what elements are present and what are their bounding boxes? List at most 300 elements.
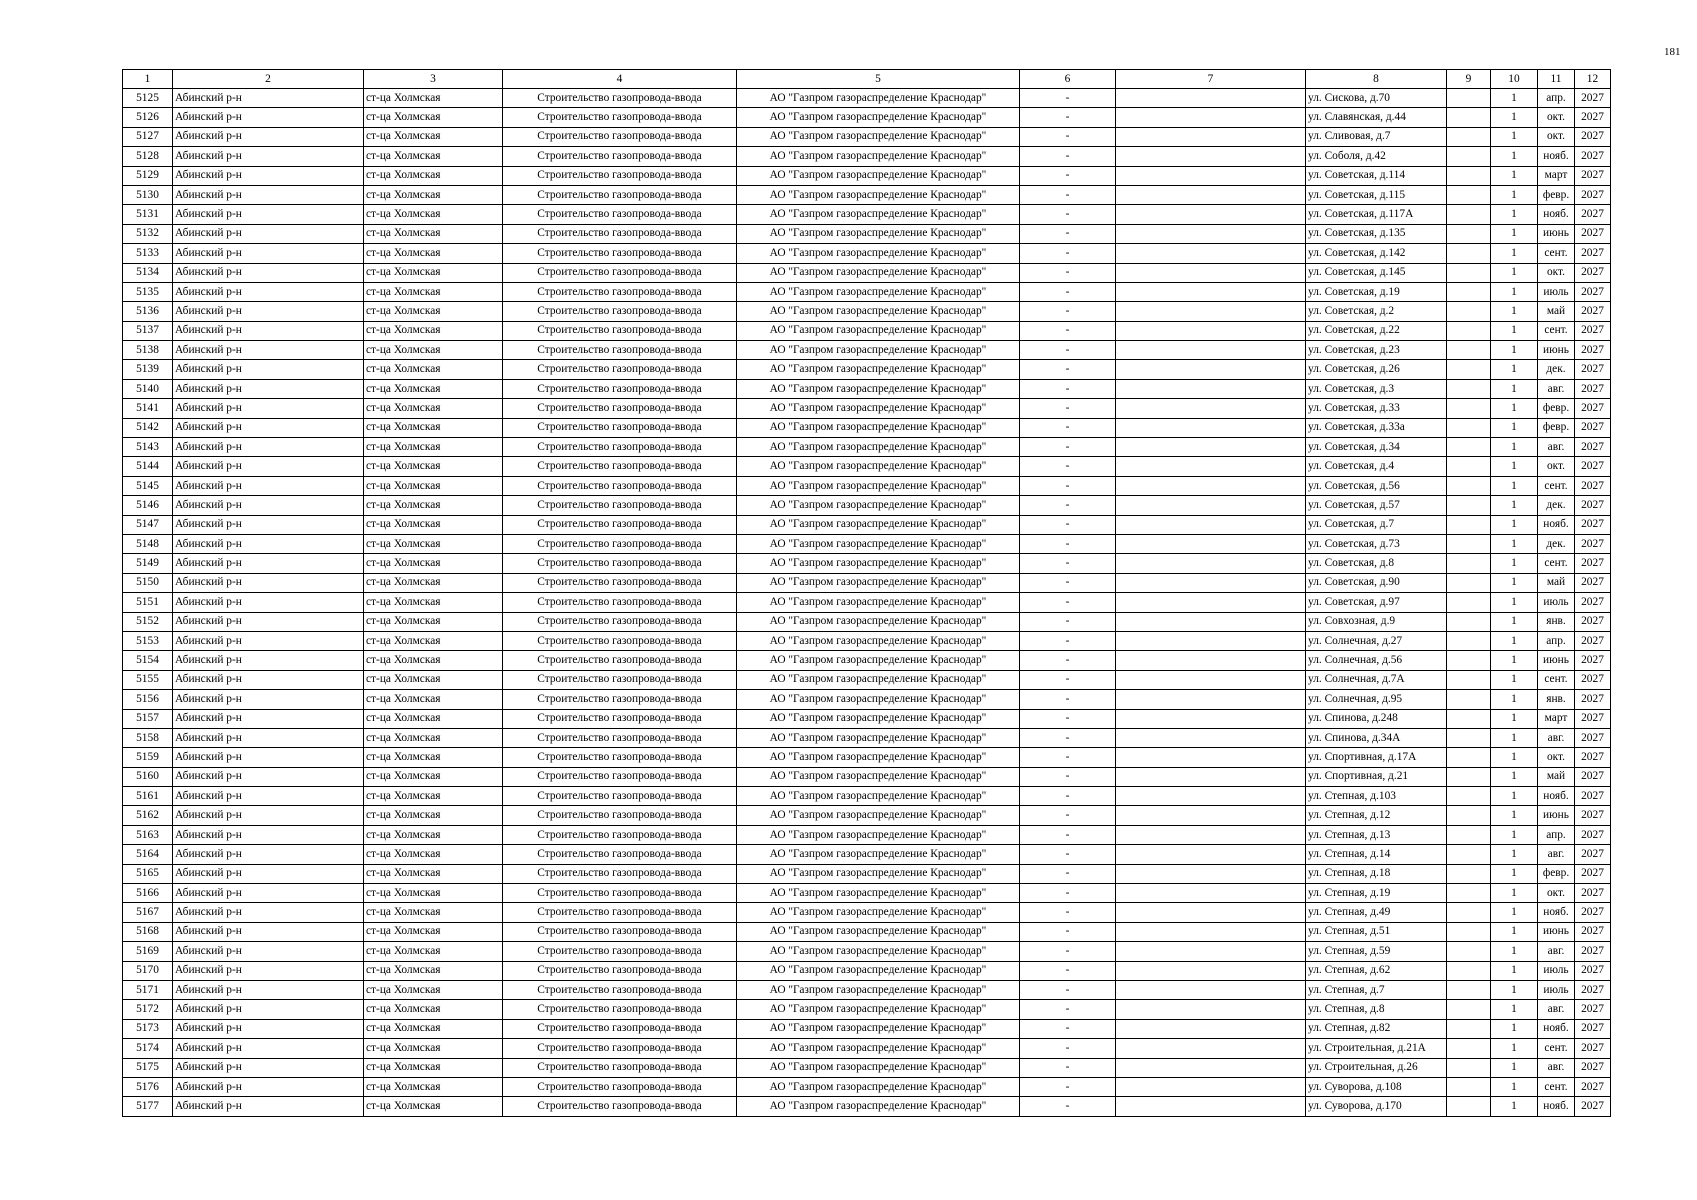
work-type-cell: Строительство газопровода-ввода <box>503 767 737 786</box>
month-cell: авг. <box>1538 1000 1575 1019</box>
col9-value-cell <box>1447 379 1491 398</box>
row-number-cell: 5176 <box>123 1077 173 1096</box>
organization-cell: АО "Газпром газораспределение Краснодар" <box>737 282 1020 301</box>
table-row <box>123 554 1611 573</box>
work-type-cell: Строительство газопровода-ввода <box>503 515 737 534</box>
col9-value-cell <box>1447 709 1491 728</box>
settlement-cell: ст-ца Холмская <box>364 980 503 999</box>
month-cell: июнь <box>1538 341 1575 360</box>
row-number-cell: 5157 <box>123 709 173 728</box>
quantity-cell: 1 <box>1491 825 1538 844</box>
col6-value-cell: - <box>1020 612 1116 631</box>
organization-cell: АО "Газпром газораспределение Краснодар" <box>737 166 1020 185</box>
col6-value-cell: - <box>1020 341 1116 360</box>
table-row <box>123 593 1611 612</box>
col9-value-cell <box>1447 961 1491 980</box>
year-cell: 2027 <box>1575 438 1611 457</box>
col7-value-cell <box>1116 1097 1306 1116</box>
table-row <box>123 690 1611 709</box>
col9-value-cell <box>1447 787 1491 806</box>
settlement-cell: ст-ца Холмская <box>364 631 503 650</box>
table-row <box>123 399 1611 418</box>
quantity-cell: 1 <box>1491 1077 1538 1096</box>
settlement-cell: ст-ца Холмская <box>364 612 503 631</box>
col7-value-cell <box>1116 496 1306 515</box>
year-cell: 2027 <box>1575 1058 1611 1077</box>
table-row <box>123 884 1611 903</box>
address-cell: ул. Советская, д.26 <box>1306 360 1447 379</box>
table-row <box>123 282 1611 301</box>
month-cell: март <box>1538 166 1575 185</box>
col7-value-cell <box>1116 534 1306 553</box>
district-cell: Абинский р-н <box>173 922 364 941</box>
row-number-cell: 5158 <box>123 728 173 747</box>
settlement-cell: ст-ца Холмская <box>364 360 503 379</box>
address-cell: ул. Советская, д.73 <box>1306 534 1447 553</box>
settlement-cell: ст-ца Холмская <box>364 476 503 495</box>
table-row <box>123 166 1611 185</box>
district-cell: Абинский р-н <box>173 166 364 185</box>
settlement-cell: ст-ца Холмская <box>364 302 503 321</box>
year-cell: 2027 <box>1575 961 1611 980</box>
column-header: 12 <box>1575 70 1611 89</box>
col6-value-cell: - <box>1020 476 1116 495</box>
settlement-cell: ст-ца Холмская <box>364 515 503 534</box>
month-cell: июнь <box>1538 651 1575 670</box>
table-row <box>123 1039 1611 1058</box>
row-number-cell: 5151 <box>123 593 173 612</box>
address-cell: ул. Советская, д.57 <box>1306 496 1447 515</box>
organization-cell: АО "Газпром газораспределение Краснодар" <box>737 573 1020 592</box>
organization-cell: АО "Газпром газораспределение Краснодар" <box>737 1077 1020 1096</box>
address-cell: ул. Степная, д.8 <box>1306 1000 1447 1019</box>
col9-value-cell <box>1447 108 1491 127</box>
district-cell: Абинский р-н <box>173 884 364 903</box>
work-type-cell: Строительство газопровода-ввода <box>503 438 737 457</box>
district-cell: Абинский р-н <box>173 534 364 553</box>
row-number-cell: 5126 <box>123 108 173 127</box>
quantity-cell: 1 <box>1491 864 1538 883</box>
row-number-cell: 5127 <box>123 127 173 146</box>
settlement-cell: ст-ца Холмская <box>364 1077 503 1096</box>
col6-value-cell: - <box>1020 379 1116 398</box>
year-cell: 2027 <box>1575 1097 1611 1116</box>
work-type-cell: Строительство газопровода-ввода <box>503 612 737 631</box>
settlement-cell: ст-ца Холмская <box>364 282 503 301</box>
table-row <box>123 360 1611 379</box>
organization-cell: АО "Газпром газораспределение Краснодар" <box>737 787 1020 806</box>
district-cell: Абинский р-н <box>173 496 364 515</box>
table-row <box>123 903 1611 922</box>
work-type-cell: Строительство газопровода-ввода <box>503 185 737 204</box>
district-cell: Абинский р-н <box>173 806 364 825</box>
work-type-cell: Строительство газопровода-ввода <box>503 1000 737 1019</box>
col7-value-cell <box>1116 1077 1306 1096</box>
year-cell: 2027 <box>1575 593 1611 612</box>
organization-cell: АО "Газпром газораспределение Краснодар" <box>737 690 1020 709</box>
table-row <box>123 670 1611 689</box>
row-number-cell: 5129 <box>123 166 173 185</box>
year-cell: 2027 <box>1575 864 1611 883</box>
table-row <box>123 205 1611 224</box>
year-cell: 2027 <box>1575 903 1611 922</box>
district-cell: Абинский р-н <box>173 903 364 922</box>
col6-value-cell: - <box>1020 806 1116 825</box>
row-number-cell: 5155 <box>123 670 173 689</box>
row-number-cell: 5132 <box>123 224 173 243</box>
year-cell: 2027 <box>1575 728 1611 747</box>
column-header: 9 <box>1447 70 1491 89</box>
col7-value-cell <box>1116 787 1306 806</box>
col6-value-cell: - <box>1020 1039 1116 1058</box>
organization-cell: АО "Газпром газораспределение Краснодар" <box>737 185 1020 204</box>
address-cell: ул. Советская, д.8 <box>1306 554 1447 573</box>
district-cell: Абинский р-н <box>173 224 364 243</box>
settlement-cell: ст-ца Холмская <box>364 379 503 398</box>
settlement-cell: ст-ца Холмская <box>364 1039 503 1058</box>
col9-value-cell <box>1447 224 1491 243</box>
work-type-cell: Строительство газопровода-ввода <box>503 631 737 650</box>
row-number-cell: 5148 <box>123 534 173 553</box>
organization-cell: АО "Газпром газораспределение Краснодар" <box>737 593 1020 612</box>
organization-cell: АО "Газпром газораспределение Краснодар" <box>737 903 1020 922</box>
year-cell: 2027 <box>1575 651 1611 670</box>
address-cell: ул. Советская, д.114 <box>1306 166 1447 185</box>
col6-value-cell: - <box>1020 922 1116 941</box>
year-cell: 2027 <box>1575 166 1611 185</box>
settlement-cell: ст-ца Холмская <box>364 224 503 243</box>
settlement-cell: ст-ца Холмская <box>364 825 503 844</box>
col7-value-cell <box>1116 1039 1306 1058</box>
district-cell: Абинский р-н <box>173 244 364 263</box>
year-cell: 2027 <box>1575 89 1611 108</box>
quantity-cell: 1 <box>1491 884 1538 903</box>
year-cell: 2027 <box>1575 573 1611 592</box>
work-type-cell: Строительство газопровода-ввода <box>503 554 737 573</box>
col6-value-cell: - <box>1020 438 1116 457</box>
organization-cell: АО "Газпром газораспределение Краснодар" <box>737 612 1020 631</box>
col7-value-cell <box>1116 108 1306 127</box>
district-cell: Абинский р-н <box>173 690 364 709</box>
quantity-cell: 1 <box>1491 515 1538 534</box>
col7-value-cell <box>1116 690 1306 709</box>
year-cell: 2027 <box>1575 321 1611 340</box>
col9-value-cell <box>1447 1097 1491 1116</box>
col9-value-cell <box>1447 166 1491 185</box>
col9-value-cell <box>1447 690 1491 709</box>
table-row <box>123 631 1611 650</box>
quantity-cell: 1 <box>1491 767 1538 786</box>
year-cell: 2027 <box>1575 127 1611 146</box>
quantity-cell: 1 <box>1491 147 1538 166</box>
col6-value-cell: - <box>1020 244 1116 263</box>
col6-value-cell: - <box>1020 884 1116 903</box>
work-type-cell: Строительство газопровода-ввода <box>503 341 737 360</box>
month-cell: сент. <box>1538 476 1575 495</box>
row-number-cell: 5170 <box>123 961 173 980</box>
col7-value-cell <box>1116 573 1306 592</box>
quantity-cell: 1 <box>1491 1039 1538 1058</box>
month-cell: авг. <box>1538 942 1575 961</box>
row-number-cell: 5153 <box>123 631 173 650</box>
quantity-cell: 1 <box>1491 1058 1538 1077</box>
quantity-cell: 1 <box>1491 612 1538 631</box>
quantity-cell: 1 <box>1491 1019 1538 1038</box>
quantity-cell: 1 <box>1491 127 1538 146</box>
year-cell: 2027 <box>1575 980 1611 999</box>
address-cell: ул. Спинова, д.248 <box>1306 709 1447 728</box>
year-cell: 2027 <box>1575 806 1611 825</box>
table-row <box>123 922 1611 941</box>
col6-value-cell: - <box>1020 1058 1116 1077</box>
month-cell: май <box>1538 302 1575 321</box>
work-type-cell: Строительство газопровода-ввода <box>503 147 737 166</box>
organization-cell: АО "Газпром газораспределение Краснодар" <box>737 728 1020 747</box>
organization-cell: АО "Газпром газораспределение Краснодар" <box>737 108 1020 127</box>
row-number-cell: 5171 <box>123 980 173 999</box>
month-cell: февр. <box>1538 185 1575 204</box>
col7-value-cell <box>1116 980 1306 999</box>
organization-cell: АО "Газпром газораспределение Краснодар" <box>737 631 1020 650</box>
row-number-cell: 5145 <box>123 476 173 495</box>
work-type-cell: Строительство газопровода-ввода <box>503 457 737 476</box>
row-number-cell: 5156 <box>123 690 173 709</box>
table-row <box>123 496 1611 515</box>
settlement-cell: ст-ца Холмская <box>364 942 503 961</box>
col7-value-cell <box>1116 185 1306 204</box>
work-type-cell: Строительство газопровода-ввода <box>503 321 737 340</box>
address-cell: ул. Соболя, д.42 <box>1306 147 1447 166</box>
year-cell: 2027 <box>1575 690 1611 709</box>
year-cell: 2027 <box>1575 476 1611 495</box>
col6-value-cell: - <box>1020 224 1116 243</box>
col6-value-cell: - <box>1020 728 1116 747</box>
organization-cell: АО "Газпром газораспределение Краснодар" <box>737 438 1020 457</box>
year-cell: 2027 <box>1575 224 1611 243</box>
address-cell: ул. Советская, д.2 <box>1306 302 1447 321</box>
district-cell: Абинский р-н <box>173 205 364 224</box>
quantity-cell: 1 <box>1491 1097 1538 1116</box>
work-type-cell: Строительство газопровода-ввода <box>503 205 737 224</box>
column-header: 4 <box>503 70 737 89</box>
work-type-cell: Строительство газопровода-ввода <box>503 942 737 961</box>
address-cell: ул. Солнечная, д.95 <box>1306 690 1447 709</box>
settlement-cell: ст-ца Холмская <box>364 263 503 282</box>
work-type-cell: Строительство газопровода-ввода <box>503 282 737 301</box>
row-number-cell: 5164 <box>123 845 173 864</box>
year-cell: 2027 <box>1575 1000 1611 1019</box>
column-header: 5 <box>737 70 1020 89</box>
work-type-cell: Строительство газопровода-ввода <box>503 593 737 612</box>
col6-value-cell: - <box>1020 980 1116 999</box>
address-cell: ул. Спинова, д.34А <box>1306 728 1447 747</box>
col6-value-cell: - <box>1020 89 1116 108</box>
col9-value-cell <box>1447 806 1491 825</box>
district-cell: Абинский р-н <box>173 631 364 650</box>
work-type-cell: Строительство газопровода-ввода <box>503 922 737 941</box>
col6-value-cell: - <box>1020 690 1116 709</box>
district-cell: Абинский р-н <box>173 476 364 495</box>
address-cell: ул. Степная, д.14 <box>1306 845 1447 864</box>
col6-value-cell: - <box>1020 399 1116 418</box>
settlement-cell: ст-ца Холмская <box>364 922 503 941</box>
table-row <box>123 573 1611 592</box>
quantity-cell: 1 <box>1491 845 1538 864</box>
organization-cell: АО "Газпром газораспределение Краснодар" <box>737 922 1020 941</box>
row-number-cell: 5174 <box>123 1039 173 1058</box>
address-cell: ул. Суворова, д.170 <box>1306 1097 1447 1116</box>
register-table <box>122 69 1611 1117</box>
year-cell: 2027 <box>1575 554 1611 573</box>
organization-cell: АО "Газпром газораспределение Краснодар" <box>737 942 1020 961</box>
district-cell: Абинский р-н <box>173 728 364 747</box>
col7-value-cell <box>1116 341 1306 360</box>
col9-value-cell <box>1447 282 1491 301</box>
address-cell: ул. Советская, д.7 <box>1306 515 1447 534</box>
organization-cell: АО "Газпром газораспределение Краснодар" <box>737 341 1020 360</box>
settlement-cell: ст-ца Холмская <box>364 884 503 903</box>
work-type-cell: Строительство газопровода-ввода <box>503 244 737 263</box>
district-cell: Абинский р-н <box>173 438 364 457</box>
address-cell: ул. Советская, д.3 <box>1306 379 1447 398</box>
settlement-cell: ст-ца Холмская <box>364 127 503 146</box>
work-type-cell: Строительство газопровода-ввода <box>503 573 737 592</box>
month-cell: июль <box>1538 282 1575 301</box>
page-number: 181 <box>1664 46 1681 58</box>
col6-value-cell: - <box>1020 631 1116 650</box>
col9-value-cell <box>1447 748 1491 767</box>
settlement-cell: ст-ца Холмская <box>364 651 503 670</box>
month-cell: дек. <box>1538 496 1575 515</box>
col9-value-cell <box>1447 593 1491 612</box>
organization-cell: АО "Газпром газораспределение Краснодар" <box>737 554 1020 573</box>
year-cell: 2027 <box>1575 942 1611 961</box>
district-cell: Абинский р-н <box>173 127 364 146</box>
address-cell: ул. Советская, д.22 <box>1306 321 1447 340</box>
settlement-cell: ст-ца Холмская <box>364 438 503 457</box>
quantity-cell: 1 <box>1491 1000 1538 1019</box>
organization-cell: АО "Газпром газораспределение Краснодар" <box>737 864 1020 883</box>
district-cell: Абинский р-н <box>173 1077 364 1096</box>
quantity-cell: 1 <box>1491 593 1538 612</box>
col7-value-cell <box>1116 379 1306 398</box>
work-type-cell: Строительство газопровода-ввода <box>503 224 737 243</box>
month-cell: авг. <box>1538 1058 1575 1077</box>
organization-cell: АО "Газпром газораспределение Краснодар" <box>737 244 1020 263</box>
col6-value-cell: - <box>1020 166 1116 185</box>
address-cell: ул. Сискова, д.70 <box>1306 89 1447 108</box>
settlement-cell: ст-ца Холмская <box>364 690 503 709</box>
col9-value-cell <box>1447 767 1491 786</box>
settlement-cell: ст-ца Холмская <box>364 89 503 108</box>
quantity-cell: 1 <box>1491 980 1538 999</box>
col9-value-cell <box>1447 127 1491 146</box>
quantity-cell: 1 <box>1491 670 1538 689</box>
month-cell: нояб. <box>1538 515 1575 534</box>
col7-value-cell <box>1116 205 1306 224</box>
table-row <box>123 942 1611 961</box>
month-cell: июль <box>1538 980 1575 999</box>
quantity-cell: 1 <box>1491 418 1538 437</box>
address-cell: ул. Степная, д.51 <box>1306 922 1447 941</box>
month-cell: апр. <box>1538 89 1575 108</box>
col7-value-cell <box>1116 651 1306 670</box>
district-cell: Абинский р-н <box>173 942 364 961</box>
settlement-cell: ст-ца Холмская <box>364 961 503 980</box>
col7-value-cell <box>1116 457 1306 476</box>
month-cell: нояб. <box>1538 1019 1575 1038</box>
quantity-cell: 1 <box>1491 942 1538 961</box>
quantity-cell: 1 <box>1491 554 1538 573</box>
work-type-cell: Строительство газопровода-ввода <box>503 748 737 767</box>
row-number-cell: 5146 <box>123 496 173 515</box>
column-header: 8 <box>1306 70 1447 89</box>
month-cell: авг. <box>1538 728 1575 747</box>
quantity-cell: 1 <box>1491 302 1538 321</box>
col6-value-cell: - <box>1020 185 1116 204</box>
col7-value-cell <box>1116 224 1306 243</box>
organization-cell: АО "Газпром газораспределение Краснодар" <box>737 651 1020 670</box>
organization-cell: АО "Газпром газораспределение Краснодар" <box>737 980 1020 999</box>
work-type-cell: Строительство газопровода-ввода <box>503 418 737 437</box>
col9-value-cell <box>1447 205 1491 224</box>
work-type-cell: Строительство газопровода-ввода <box>503 825 737 844</box>
organization-cell: АО "Газпром газораспределение Краснодар" <box>737 748 1020 767</box>
quantity-cell: 1 <box>1491 205 1538 224</box>
organization-cell: АО "Газпром газораспределение Краснодар" <box>737 379 1020 398</box>
col6-value-cell: - <box>1020 147 1116 166</box>
table-row <box>123 1058 1611 1077</box>
organization-cell: АО "Газпром газораспределение Краснодар" <box>737 709 1020 728</box>
work-type-cell: Строительство газопровода-ввода <box>503 1039 737 1058</box>
settlement-cell: ст-ца Холмская <box>364 864 503 883</box>
address-cell: ул. Степная, д.49 <box>1306 903 1447 922</box>
quantity-cell: 1 <box>1491 263 1538 282</box>
col7-value-cell <box>1116 89 1306 108</box>
work-type-cell: Строительство газопровода-ввода <box>503 670 737 689</box>
district-cell: Абинский р-н <box>173 263 364 282</box>
col9-value-cell <box>1447 457 1491 476</box>
address-cell: ул. Советская, д.135 <box>1306 224 1447 243</box>
quantity-cell: 1 <box>1491 922 1538 941</box>
col6-value-cell: - <box>1020 767 1116 786</box>
district-cell: Абинский р-н <box>173 980 364 999</box>
col7-value-cell <box>1116 670 1306 689</box>
table-row <box>123 418 1611 437</box>
district-cell: Абинский р-н <box>173 670 364 689</box>
month-cell: сент. <box>1538 1077 1575 1096</box>
work-type-cell: Строительство газопровода-ввода <box>503 845 737 864</box>
row-number-cell: 5177 <box>123 1097 173 1116</box>
col7-value-cell <box>1116 263 1306 282</box>
address-cell: ул. Солнечная, д.27 <box>1306 631 1447 650</box>
address-cell: ул. Спортивная, д.17А <box>1306 748 1447 767</box>
quantity-cell: 1 <box>1491 806 1538 825</box>
table-row <box>123 825 1611 844</box>
month-cell: февр. <box>1538 399 1575 418</box>
settlement-cell: ст-ца Холмская <box>364 534 503 553</box>
year-cell: 2027 <box>1575 263 1611 282</box>
year-cell: 2027 <box>1575 418 1611 437</box>
organization-cell: АО "Газпром газораспределение Краснодар" <box>737 884 1020 903</box>
col9-value-cell <box>1447 1000 1491 1019</box>
row-number-cell: 5149 <box>123 554 173 573</box>
month-cell: июль <box>1538 593 1575 612</box>
address-cell: ул. Степная, д.12 <box>1306 806 1447 825</box>
district-cell: Абинский р-н <box>173 825 364 844</box>
row-number-cell: 5167 <box>123 903 173 922</box>
col7-value-cell <box>1116 515 1306 534</box>
